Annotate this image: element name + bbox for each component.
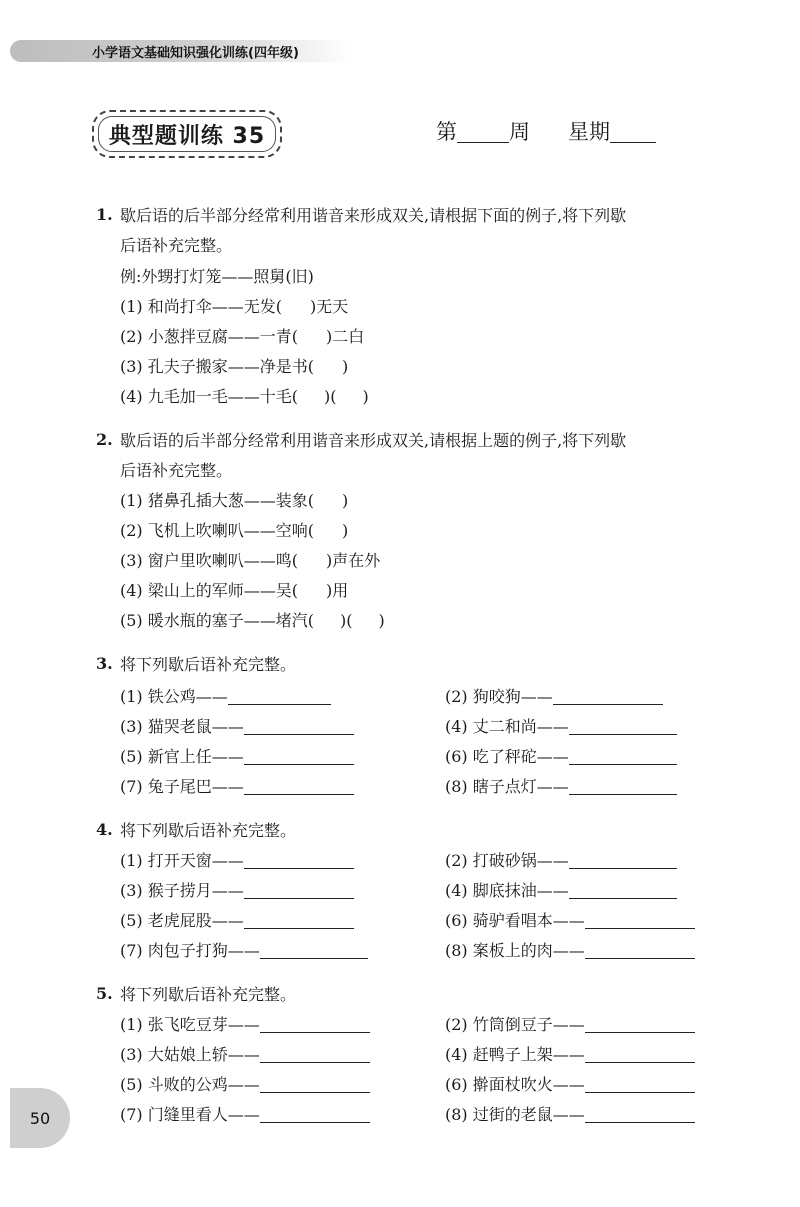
- answer-line[interactable]: [569, 850, 677, 869]
- q5-prompt: 将下列歇后语补充完整。: [120, 985, 297, 1004]
- q4-left-2: (3) 猴子捞月——: [120, 878, 354, 901]
- q1-item-3: (3) 孔夫子搬家——净是书( ): [120, 357, 349, 376]
- weekday-label: 星期: [568, 120, 610, 144]
- book-title: 小学语文基础知识强化训练(四年级): [92, 46, 299, 61]
- q5-left-2: (3) 大姑娘上轿——: [120, 1042, 370, 1065]
- q2-item-1: (1) 猪鼻孔插大葱——装象( ): [120, 491, 349, 510]
- lesson-title-frame: [92, 110, 282, 158]
- q3-left-2: (3) 猫哭老鼠——: [120, 714, 354, 737]
- q3-left-4: (7) 兔子尾巴——: [120, 774, 354, 797]
- answer-line[interactable]: [569, 880, 677, 899]
- week-date-line: [436, 116, 656, 146]
- q3-right-1: (2) 狗咬狗——: [445, 684, 663, 707]
- answer-line[interactable]: [244, 880, 354, 899]
- q5-number: 5.: [96, 984, 113, 1003]
- q2-prompt-line2: 后语补充完整。: [120, 461, 233, 480]
- answer-line[interactable]: [569, 746, 677, 765]
- week-suffix: 周: [509, 120, 530, 144]
- q2-item-5: (5) 暖水瓶的塞子——堵汽( )( ): [120, 611, 385, 630]
- q1-item-2: (2) 小葱拌豆腐——一青( )二白: [120, 327, 365, 346]
- q4-right-4: (8) 案板上的肉——: [445, 938, 695, 961]
- q3-right-2: (4) 丈二和尚——: [445, 714, 677, 737]
- page-number: 50: [29, 1108, 51, 1128]
- answer-line[interactable]: [228, 686, 331, 705]
- q5-right-2: (4) 赶鸭子上架——: [445, 1042, 695, 1065]
- q3-right-3: (6) 吃了秤砣——: [445, 744, 677, 767]
- q4-right-2: (4) 脚底抹油——: [445, 878, 677, 901]
- answer-line[interactable]: [585, 1104, 695, 1123]
- answer-line[interactable]: [585, 1044, 695, 1063]
- weekday-blank[interactable]: [610, 120, 656, 143]
- answer-line[interactable]: [260, 1044, 370, 1063]
- q5-left-4: (7) 门缝里看人——: [120, 1102, 370, 1125]
- q3-left-3: (5) 新官上任——: [120, 744, 354, 767]
- answer-line[interactable]: [585, 1074, 695, 1093]
- answer-line[interactable]: [260, 940, 368, 959]
- q1-item-1: (1) 和尚打伞——无发( )无天: [120, 297, 349, 316]
- q5-right-1: (2) 竹筒倒豆子——: [445, 1012, 695, 1035]
- answer-line[interactable]: [585, 910, 695, 929]
- answer-line[interactable]: [244, 716, 354, 735]
- answer-line[interactable]: [260, 1104, 370, 1123]
- q1-number: 1.: [96, 205, 113, 224]
- q1-prompt-line1: 歇后语的后半部分经常利用谐音来形成双关,请根据下面的例子,将下列歇: [120, 206, 627, 225]
- q3-left-1: (1) 铁公鸡——: [120, 684, 331, 707]
- q4-left-1: (1) 打开天窗——: [120, 848, 354, 871]
- answer-line[interactable]: [585, 940, 695, 959]
- q4-left-4: (7) 肉包子打狗——: [120, 938, 368, 961]
- week-prefix: 第: [436, 120, 457, 144]
- q1-item-4: (4) 九毛加一毛——十毛( )( ): [120, 387, 369, 406]
- answer-line[interactable]: [569, 776, 677, 795]
- q3-prompt: 将下列歇后语补充完整。: [120, 655, 297, 674]
- q1-prompt-line2: 后语补充完整。: [120, 236, 233, 255]
- answer-line[interactable]: [260, 1014, 370, 1033]
- q4-right-3: (6) 骑驴看唱本——: [445, 908, 695, 931]
- q2-item-2: (2) 飞机上吹喇叭——空响( ): [120, 521, 349, 540]
- q1-example: 例:外甥打灯笼——照舅(旧): [120, 267, 314, 286]
- q4-number: 4.: [96, 820, 113, 839]
- q4-left-3: (5) 老虎屁股——: [120, 908, 354, 931]
- q3-number: 3.: [96, 654, 113, 673]
- q2-item-4: (4) 梁山上的军师——吴( )用: [120, 581, 349, 600]
- q2-number: 2.: [96, 430, 113, 449]
- q2-prompt-line1: 歇后语的后半部分经常利用谐音来形成双关,请根据上题的例子,将下列歇: [120, 431, 627, 450]
- q2-item-3: (3) 窗户里吹喇叭——鸣( )声在外: [120, 551, 381, 570]
- week-blank[interactable]: [457, 120, 509, 143]
- answer-line[interactable]: [260, 1074, 370, 1093]
- lesson-title: 典型题训练 35: [108, 123, 266, 149]
- q5-right-4: (8) 过街的老鼠——: [445, 1102, 695, 1125]
- answer-line[interactable]: [244, 776, 354, 795]
- q3-right-4: (8) 瞎子点灯——: [445, 774, 677, 797]
- q5-left-3: (5) 斗败的公鸡——: [120, 1072, 370, 1095]
- answer-line[interactable]: [569, 716, 677, 735]
- answer-line[interactable]: [244, 850, 354, 869]
- q5-left-1: (1) 张飞吃豆芽——: [120, 1012, 370, 1035]
- q4-prompt: 将下列歇后语补充完整。: [120, 821, 297, 840]
- answer-line[interactable]: [244, 746, 354, 765]
- q5-right-3: (6) 擀面杖吹火——: [445, 1072, 695, 1095]
- answer-line[interactable]: [585, 1014, 695, 1033]
- answer-line[interactable]: [244, 910, 354, 929]
- q4-right-1: (2) 打破砂锅——: [445, 848, 677, 871]
- page-number-tab: [10, 1088, 70, 1148]
- answer-line[interactable]: [553, 686, 663, 705]
